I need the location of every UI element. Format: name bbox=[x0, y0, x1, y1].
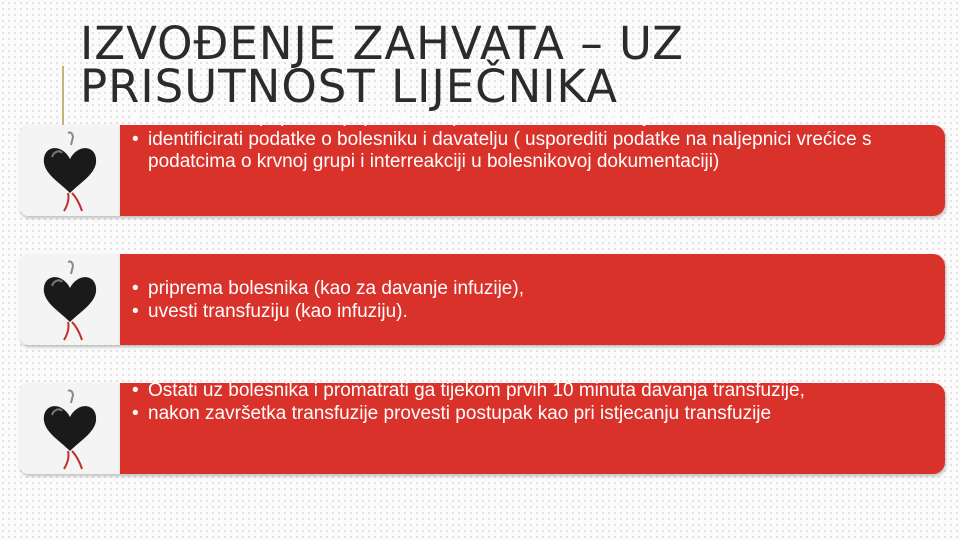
step-card-3 bbox=[120, 380, 945, 474]
step-list-2 bbox=[132, 278, 932, 323]
step-thumbnail-1 bbox=[20, 125, 120, 216]
step-list-3 bbox=[132, 380, 932, 425]
list-item: • Ostati uz bolesnika i promatrati ga tijekom prvih 10 minuta davanja transfuzije, bbox=[132, 380, 932, 403]
step-card-1 bbox=[120, 106, 945, 216]
step-row-2 bbox=[20, 254, 947, 349]
heart-blood-bag-icon bbox=[38, 389, 102, 471]
step-row-1 bbox=[20, 106, 947, 220]
list-item: • uvesti transfuziju (kao infuziju). bbox=[132, 301, 932, 324]
step-row-3 bbox=[20, 380, 947, 478]
step-card-2 bbox=[120, 254, 945, 345]
step-list-1 bbox=[132, 106, 932, 174]
list-item: • identificirati podatke o bolesniku i davatelju ( usporediti podatke na naljepnici vrećice s podatcima o krvnoj grupi i interreakciji u bolesnikovoj dokumentaciji) bbox=[132, 129, 932, 174]
page-title: IZVOĐENJE ZAHVATA – UZ PRISUTNOST LIJEČNIKA bbox=[80, 17, 684, 113]
list-item: • priprema bolesnika (kao za davanje infuzije), bbox=[132, 278, 932, 301]
step-thumbnail-3 bbox=[20, 383, 120, 474]
list-item: • Pribor i krvni pripravak pripremiti na poslužavnik i tako donijeti u bolesničku sobu, bbox=[132, 106, 932, 129]
step-thumbnail-2 bbox=[20, 254, 120, 345]
heart-blood-bag-icon bbox=[38, 131, 102, 213]
list-item: • nakon završetka transfuzije provesti postupak kao pri istjecanju transfuzije bbox=[132, 403, 932, 426]
heart-blood-bag-icon bbox=[38, 260, 102, 342]
